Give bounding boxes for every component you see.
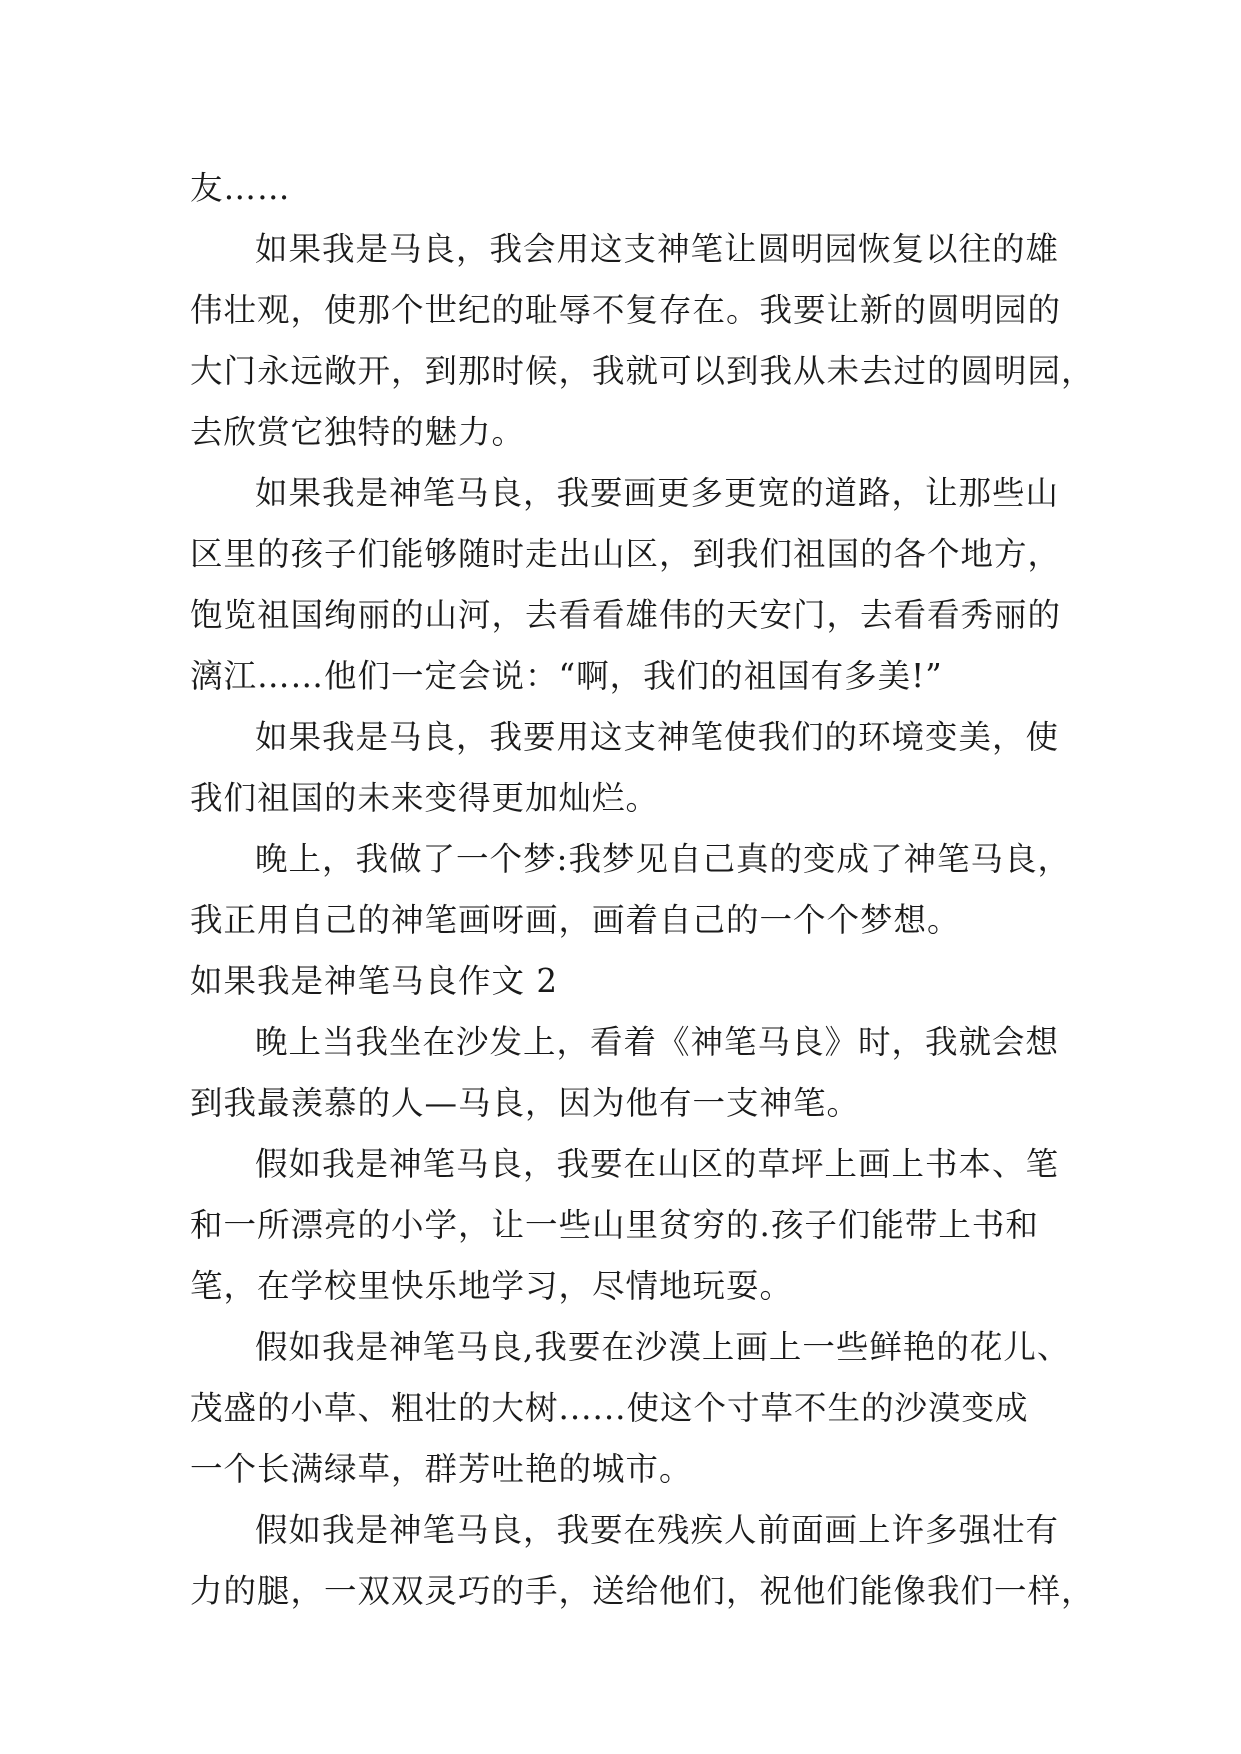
text-line: 到我最羡慕的人—马良，因为他有一支神笔。: [190, 1084, 861, 1122]
text-line: 一个长满绿草，群芳吐艳的城市。: [190, 1450, 693, 1488]
text-line: 去欣赏它独特的魅力。: [190, 413, 526, 451]
text-line: 区里的孩子们能够随时走出山区，到我们祖国的各个地方，: [190, 535, 1062, 573]
text-line: 晚上，我做了一个梦:我梦见自己真的变成了神笔马良，: [255, 840, 1071, 878]
text-line: 如果我是马良，我会用这支神笔让圆明园恢复以往的雄: [255, 230, 1060, 268]
text-line: 假如我是神笔马良，我要在残疾人前面画上许多强壮有: [255, 1511, 1060, 1549]
text-line: 茂盛的小草、粗壮的大树......使这个寸草不生的沙漠变成: [190, 1389, 1029, 1427]
text-line: 假如我是神笔马良,我要在沙漠上画上一些鲜艳的花儿、: [255, 1328, 1071, 1366]
text-line: 如果我是神笔马良，我要画更多更宽的道路，让那些山: [255, 474, 1060, 512]
text-line: 我们祖国的未来变得更加灿烂。: [190, 779, 660, 817]
text-line: 假如我是神笔马良，我要在山区的草坪上画上书本、笔: [255, 1145, 1060, 1183]
text-line: 大门永远敞开，到那时候，我就可以到我从未去过的圆明园，: [190, 352, 1095, 390]
text-line: 力的腿，一双双灵巧的手，送给他们，祝他们能像我们一样，: [190, 1572, 1095, 1610]
text-line: 友……: [190, 169, 291, 207]
text-line: 和一所漂亮的小学，让一些山里贫穷的.孩子们能带上书和: [190, 1206, 1039, 1244]
text-line: 伟壮观，使那个世纪的耻辱不复存在。我要让新的圆明园的: [190, 291, 1062, 329]
text-line: 我正用自己的神笔画呀画，画着自己的一个个梦想。: [190, 901, 961, 939]
text-line: 如果我是神笔马良作文 2: [190, 962, 559, 1000]
text-line: 笔，在学校里快乐地学习，尽情地玩耍。: [190, 1267, 794, 1305]
text-line: 晚上当我坐在沙发上，看着《神笔马良》时，我就会想: [255, 1023, 1060, 1061]
text-line: 如果我是马良，我要用这支神笔使我们的环境变美，使: [255, 718, 1060, 756]
text-line: 漓江……他们一定会说：“啊，我们的祖国有多美!”: [190, 657, 943, 695]
text-line: 饱览祖国绚丽的山河，去看看雄伟的天安门，去看看秀丽的: [190, 596, 1062, 634]
document-body: [190, 158, 1095, 1622]
